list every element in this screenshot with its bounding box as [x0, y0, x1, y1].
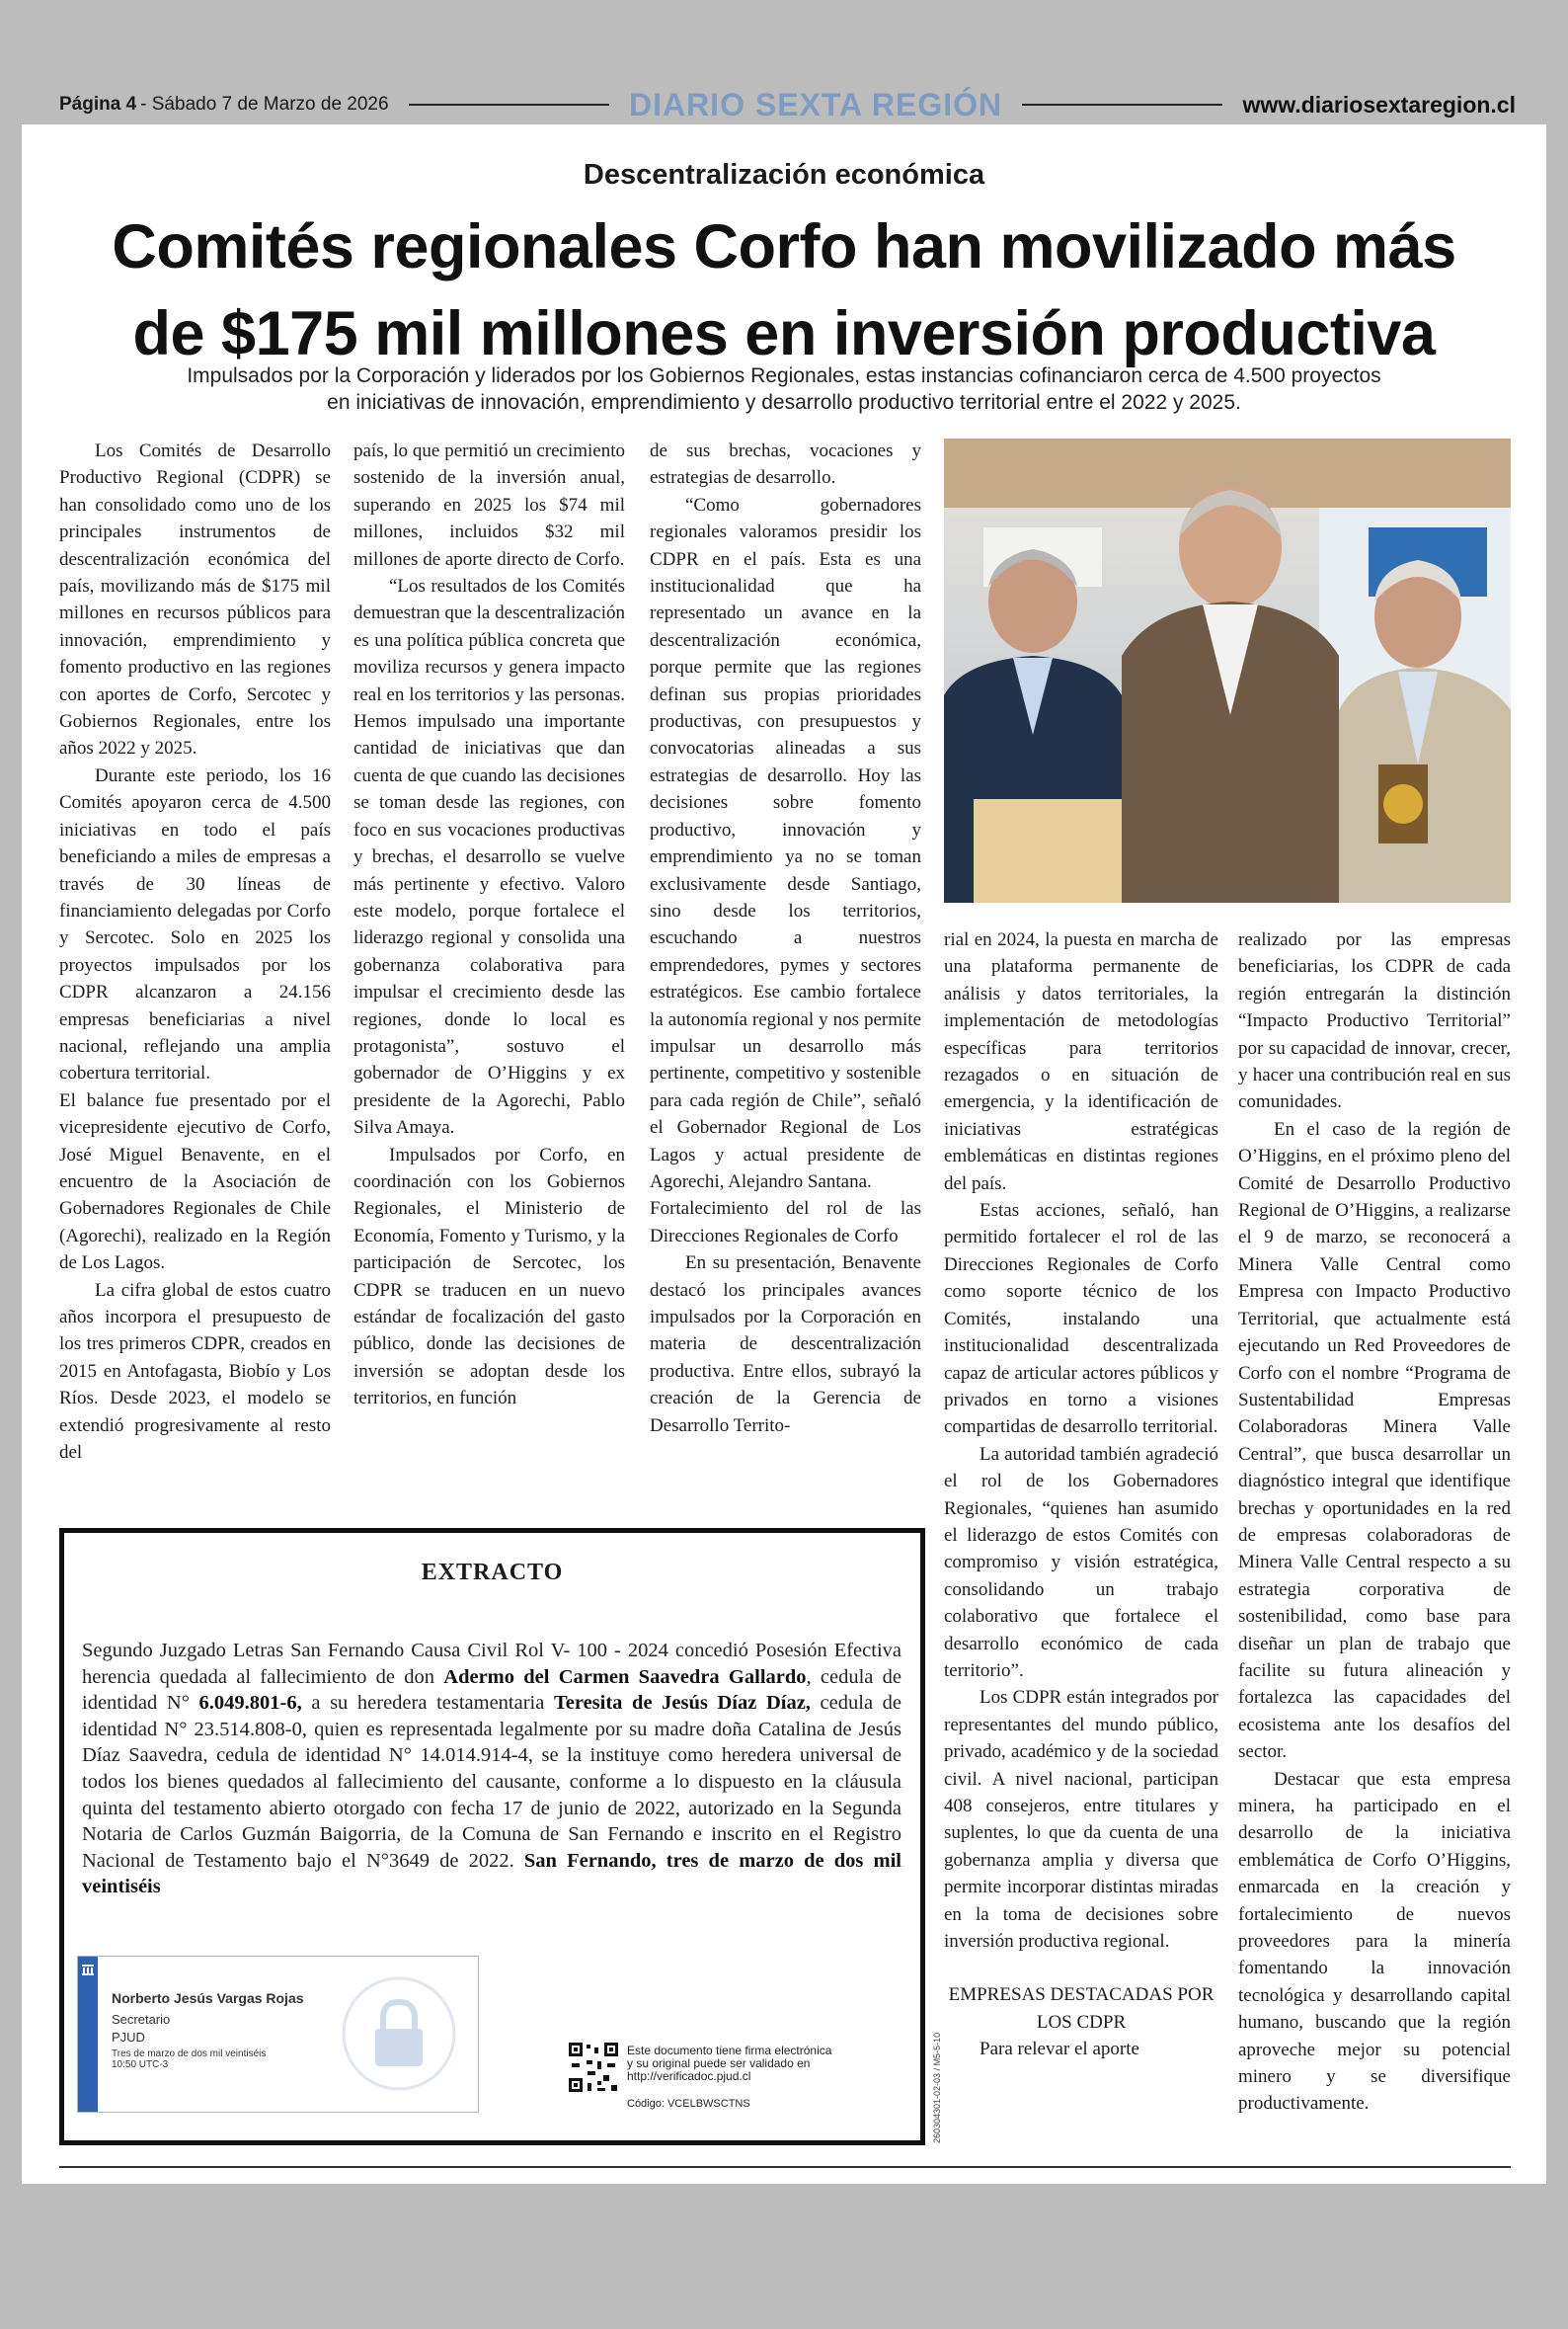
- page-header: [59, 83, 1516, 126]
- notice-bold: Teresita de Jesús Díaz Díaz,: [553, 1692, 811, 1715]
- notice-bold: San Fernando, tres de marzo de dos mil veintiséis: [82, 1849, 902, 1898]
- verification-code: Código: VCELBWSCTNS: [627, 2098, 750, 2110]
- section-subhead: EMPRESAS DESTACADAS POR LOS CDPR: [948, 1984, 1215, 2033]
- signer-role: Secretario: [112, 2012, 171, 2027]
- paragraph: de sus brechas, vocaciones y estrategias de desarrollo.: [650, 441, 921, 489]
- signer-timestamp: [112, 2048, 266, 2070]
- verification-line: y su original puede ser validado en: [627, 2056, 811, 2070]
- article-column-4: [944, 926, 1218, 2181]
- deck-line-1: Impulsados por la Corporación y liderados por los Gobiernos Regionales, estas instancias cofinanciaron cerca de 4.500 proyectos: [187, 364, 1381, 387]
- photo-illustration: [944, 439, 1511, 903]
- paragraph: Destacar que esta empresa minera, ha participado en el desarrollo de la iniciativa emblemática de Corfo O’Higgins, enmarcada en la creación y fortalecimiento de nuevos proveedores para la minería fomentando la innovación tecnológica y desarrollando capital humano, buscando que la región aproveche mejor su potencial minero y se diversifique productivamente.: [1238, 1768, 1511, 2115]
- notice-bold: 6.049.801-6,: [198, 1692, 302, 1715]
- paragraph: realizado por las empresas beneficiarias, los CDPR de cada región entregarán la distinción “Impacto Productivo Territorial” por su capacidad de innovar, crecer, y hacer una contribución real en sus comunidades.: [1238, 929, 1511, 1113]
- paragraph: Estas acciones, señaló, han permitido fortalecer el rol de las Direcciones Regionales de Corfo como soporte técnico de los Comités, instalando una institucionalidad descentralizada capaz de articular actores públicos y privados en torno a visiones compartidas de desarrollo territorial.: [944, 1200, 1218, 1438]
- qr-code-icon[interactable]: [568, 2042, 619, 2093]
- issue-date: - Sábado 7 de Marzo de 2026: [140, 94, 389, 115]
- article-column-3: [650, 438, 921, 1618]
- article-deck: [160, 362, 1408, 416]
- paragraph: En el caso de la región de O’Higgins, en el próximo pleno del Comité de Desarrollo Productivo Regional de O’Higgins, a realizarse el 9 de marzo, se reconocerá a Minera Valle Central como Empresa con Impacto Productivo Territorial, que actualmente está ejecutando un Red Proveedores de Corfo con el nombre “Programa de Sustentabilidad Empresas Colaboradoras Minera Valle Central”, que busca desarrollar un diagnóstico integral que identifique brechas y oportunidades en la red de empresas colaboradoras de Minera Valle Central respecto a su estrategia corporativa de sostenibilidad, como base para diseñar un plan de trabajo que facilite su futura alineación y fortalezca las capacidades del ecosistema ante los desafíos del sector.: [1238, 1118, 1511, 1763]
- paragraph: “Los resultados de los Comités demuestran que la descentralización es una política pública concreta que moviliza recursos y genera impacto real en los territorios y las personas. Hemos impulsado una importante cantidad de iniciativas que dan cuenta de que cuando las decisiones se toman desde las regiones, con foco en sus vocaciones productivas y brechas, el desarrollo se vuelve más pertinente y efectivo. Valoro este modelo, porque fortalece el liderazgo regional y consolida una gobernanza colaborativa para impulsar el crecimiento desde las regiones, donde lo local es protagonista”, sostuvo el gobernador de O’Higgins y ex presidente de la Agorechi, Pablo Silva Amaya.: [353, 576, 625, 1139]
- section-subhead: Fortalecimiento del rol de las Direcciones Regionales de Corfo: [650, 1198, 921, 1246]
- verification-line: Este documento tiene firma electrónica: [627, 2044, 832, 2057]
- article-kicker: Descentralización económica: [583, 159, 985, 191]
- header-rule-left: [409, 104, 609, 106]
- paragraph: La autoridad también agradeció el rol de los Gobernadores Regionales, “quienes han asumido el liderazgo de estos Comités con compromiso y visión estratégica, consolidando un trabajo colaborativo que fortalece el desarrollo económico de cada territorio”.: [944, 1443, 1218, 1681]
- notice-text: cedula de identidad N° 23.514.808-0, quien es representada legalmente por su madre doña Catalina de Jesús Díaz Saavedra, cedula de identidad N° 14.014.914-4, se la instituye como heredera universal de todos los bienes quedados al fallecimiento del causante, conforme a lo dispuesto en la cláusula quinta del testamento abierto otorgado con fecha 17 de junio de 2022, autorizado en la Segunda Notaria de Carlos Guzmán Baigorria, de la Comuna de San Fernando e inscrito en el Registro Nacional de Testamento bajo el N°3649 de 2022.: [82, 1692, 902, 1872]
- lock-icon: [340, 1974, 458, 2093]
- header-rule-right: [1022, 104, 1222, 106]
- verification-note: [627, 2045, 903, 2083]
- paragraph: Impulsados por Corfo, en coordinación con los Gobiernos Regionales, el Ministerio de Economía, Fomento y Turismo, y la participación de Sercotec, los CDPR se traducen en un nuevo estándar de focalización del gasto público, donde las decisiones de inversión se adoptan desde los territorios, en función: [353, 1144, 625, 1409]
- article-column-2: [353, 438, 625, 1618]
- verification-link[interactable]: http://verificadoc.pjud.cl: [627, 2069, 751, 2083]
- legal-notice-title: EXTRACTO: [421, 1560, 564, 1585]
- paragraph: Para relevar el aporte: [980, 2039, 1139, 2060]
- page-bottom-rule: [59, 2166, 1511, 2168]
- headline-line-1: Comités regionales Corfo han movilizado más: [112, 212, 1456, 281]
- website-url: www.diariosextaregion.cl: [1242, 91, 1516, 118]
- signer-name: Norberto Jesús Vargas Rojas: [112, 1990, 304, 2006]
- signer-time: 10:50 UTC-3: [112, 2059, 169, 2070]
- deck-line-2: en iniciativas de innovación, emprendimiento y desarrollo productivo territorial entre el 2022 y 2025.: [327, 391, 1241, 414]
- paragraph: En su presentación, Benavente destacó los principales avances impulsados por la Corporación en materia de descentralización productiva. Entre ellos, subrayó la creación de la Gerencia de Desarrollo Territo-: [650, 1252, 921, 1436]
- article-column-5: [1238, 926, 1511, 2181]
- paragraph: Durante este periodo, los 16 Comités apoyaron cerca de 4.500 iniciativas en todo el país beneficiando a miles de empresas a través de 30 líneas de financiamiento delegadas por Corfo y Sercotec. Solo en 2025 los proyectos impulsados por los CDPR alcanzaron a 24.156 empresas beneficiarias a nivel nacional, reflejando una amplia cobertura territorial.: [59, 764, 331, 1084]
- article-column-1: [59, 438, 331, 1618]
- notice-text: Segundo Juzgado Letras San Fernando Causa Civil Rol V- 100 - 2024 concedió Posesión Efectiva herencia quedada al fallecimiento de don: [82, 1640, 902, 1688]
- paragraph: La cifra global de estos cuatro años incorpora el presupuesto de los tres primeros CDPR, creados en 2015 en Antofagasta, Biobío y Los Ríos. Desde 2023, el modelo se extendió progresivamente al resto del: [59, 1279, 331, 1464]
- signer-date: Tres de marzo de dos mil veintiséis: [112, 2048, 267, 2059]
- paragraph: “Como gobernadores regionales valoramos presidir los CDPR en el país. Esta es una institucionalidad que ha representado un avance en la descentralización económica, porque permite que las regiones definan sus propias prioridades productivas, con presupuestos y convocatorias alineadas a sus estrategias de desarrollo. Hoy las decisiones sobre fomento productivo, innovación y emprendimiento ya no se toman exclusivamente desde Santiago, sino desde los territorios, escuchando a nuestros emprendedores, pymes y sectores estratégicos. Ese cambio fortalece la autonomía regional y nos permite impulsar un desarrollo más pertinente, competitivo y sostenible para cada región de Chile”, señaló el Gobernador Regional de Los Lagos y actual presidente de Agorechi, Alejandro Santana.: [650, 494, 921, 1192]
- vertical-code-label: [928, 1968, 944, 2145]
- headline-line-2: de $175 mil millones en inversión productiva: [132, 299, 1436, 368]
- paragraph: Los CDPR están integrados por representantes del mundo público, privado, académico y de la sociedad civil. A nivel nacional, participan 408 consejeros, entre titulares y suplentes, lo que da cuenta de una gobernanza amplia y diversa que permite incorporar distintas miradas en la toma de decisiones sobre inversión productiva regional.: [944, 1687, 1218, 1953]
- pjud-emblem-icon: [81, 1963, 95, 1976]
- notice-bold: Adermo del Carmen Saavedra Gallardo: [443, 1665, 807, 1688]
- pjud-strip: [78, 1957, 98, 2112]
- legal-notice-box: [59, 1528, 942, 2145]
- signer-org: PJUD: [112, 2030, 145, 2045]
- page-number: Página 4: [59, 94, 137, 115]
- electronic-signature-card: [77, 1956, 479, 2113]
- article-headline: [41, 203, 1527, 377]
- newspaper-page: [22, 124, 1546, 2184]
- newspaper-brand: DIARIO SEXTA REGIÓN: [628, 86, 1003, 122]
- paragraph: país, lo que permitió un crecimiento sostenido de la inversión anual, superando en 2025 los $74 mil millones, incluidos $32 mil millones de aporte directo de Corfo.: [353, 441, 625, 570]
- notice-text: , cedula de identidad N°: [82, 1665, 902, 1715]
- notice-text: a su heredera testamentaria: [301, 1692, 554, 1715]
- paragraph: El balance fue presentado por el vicepresidente ejecutivo de Corfo, José Miguel Benavente, en el encuentro de la Asociación de Gobernadores Regionales de Chile (Agorechi), realizado en la Región de Los Lagos.: [59, 1089, 331, 1274]
- paragraph: rial en 2024, la puesta en marcha de una plataforma permanente de análisis y datos territoriales, la implementación de metodologías específicas para territorios rezagados o en situación de emergencia, y la identificación de iniciativas estratégicas emblemáticas en distintas regiones del país.: [944, 929, 1218, 1194]
- vertical-code-text: 260304301-02-03 / M5-5-10: [932, 2032, 942, 2143]
- article-photo: [944, 439, 1511, 903]
- legal-notice-text: [82, 1638, 902, 1900]
- paragraph: Los Comités de Desarrollo Productivo Regional (CDPR) se han consolidado como uno de los principales instrumentos de descentralización económica del país, movilizando más de $175 mil millones en recursos públicos para innovación, emprendimiento y fomento productivo en las regiones con aportes de Corfo, Sercotec y Gobiernos Regionales, entre los años 2022 y 2025.: [59, 441, 331, 760]
